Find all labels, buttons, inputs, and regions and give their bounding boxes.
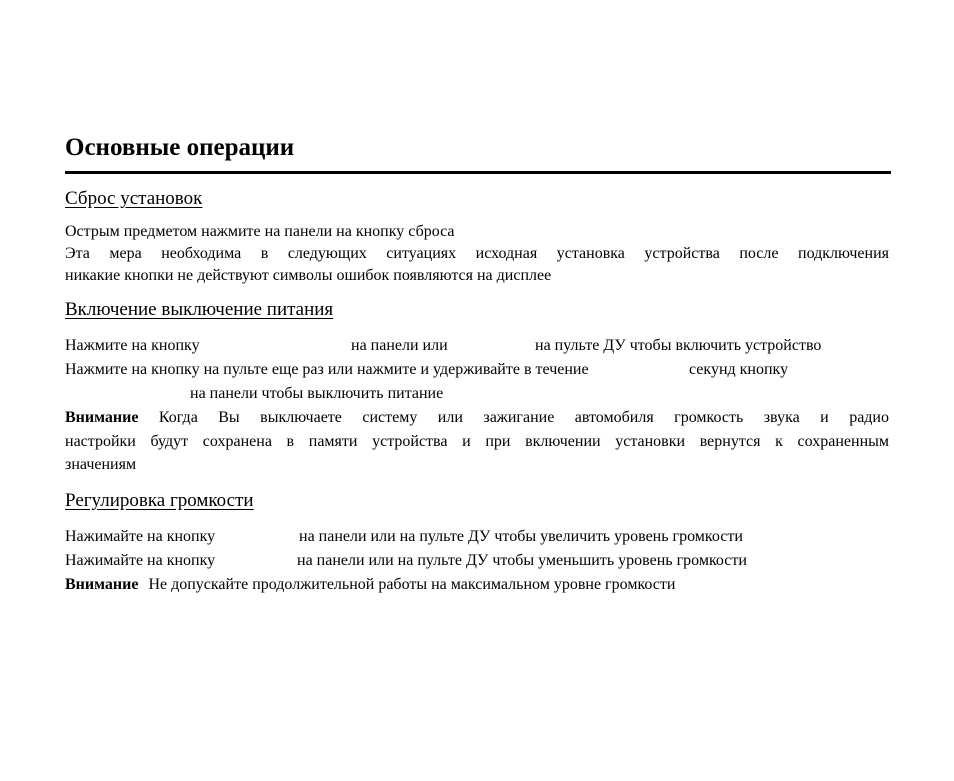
reset-line-1: Острым предметом нажмите на панели на кнопку сброса (65, 223, 455, 240)
power-note-text-1: Когда Вы выключаете систему или зажигание автомобиля громкость звука и радио (158, 409, 889, 426)
power-line-1-part-b: на панели или (351, 337, 448, 354)
reset-line-2: Эта мера необходима в следующих ситуациях исходная установка устройства после подключения (65, 245, 889, 262)
volume-line-2-part-a: Нажимайте на кнопку (65, 552, 216, 569)
power-line-3: на панели чтобы выключить питание (190, 385, 444, 402)
power-line-2-part-b: секунд кнопку (689, 361, 789, 378)
volume-note-label: Внимание (65, 576, 139, 593)
power-line-1-part-c: на пульте ДУ чтобы включить устройство (535, 337, 822, 354)
power-note-line-3: значениям (65, 456, 137, 473)
volume-heading: Регулировка громкости (65, 490, 254, 511)
volume-line-2-part-b: на панели или на пульте ДУ чтобы уменьшить уровень громкости (297, 552, 747, 569)
power-note-line-2: настройки будут сохранена в памяти устройства и при включении установки вернутся к сохраненным (65, 433, 889, 450)
volume-line-1 (65, 526, 895, 548)
power-line-2 (65, 359, 895, 381)
power-line-1-part-a: Нажмите на кнопку (65, 337, 200, 354)
title-divider (65, 171, 891, 174)
page-title: Основные операции (65, 134, 295, 161)
power-line-2-part-a: Нажмите на кнопку на пульте еще раз или нажмите и удерживайте в течение (65, 361, 589, 378)
reset-line-3: никакие кнопки не действуют символы ошибок появляются на дисплее (65, 267, 552, 284)
reset-heading: Сброс установок (65, 188, 203, 209)
power-note-line-1 (65, 407, 889, 429)
volume-note (65, 574, 675, 596)
volume-line-1-part-a: Нажимайте на кнопку (65, 528, 216, 545)
power-heading: Включение выключение питания (65, 299, 334, 320)
power-note-label: Внимание (65, 409, 139, 426)
volume-line-1-part-b: на панели или на пульте ДУ чтобы увеличить уровень громкости (299, 528, 743, 545)
volume-note-text: Не допускайте продолжительной работы на максимальном уровне громкости (148, 576, 676, 593)
power-line-1 (65, 335, 895, 357)
volume-line-2 (65, 550, 895, 572)
